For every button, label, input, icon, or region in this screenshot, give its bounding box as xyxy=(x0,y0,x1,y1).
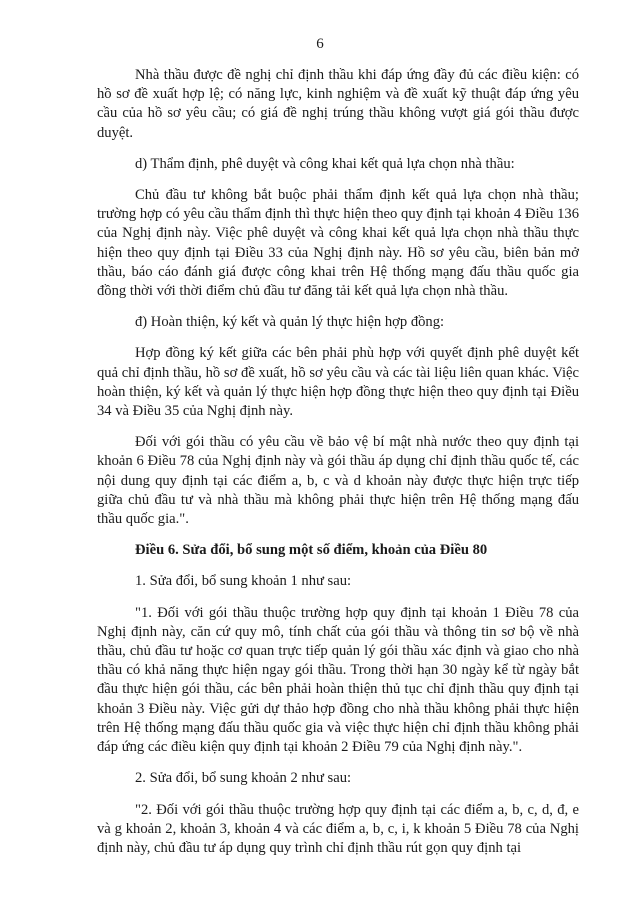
page-number: 6 xyxy=(316,36,324,52)
paragraph: 1. Sửa đổi, bổ sung khoản 1 như sau: xyxy=(135,573,352,590)
paragraph: "1. Đối với gói thầu thuộc trường hợp quy định tại khoản 1 Điều 78 của Nghị định này, căn cứ quy mô, tính chất của gói thầu và thông tin sơ bộ về nhà thầu, chủ đầu tư hoặc cơ quan trực tiếp quản lý gói thầu xác định và giao cho nhà thầu có khả năng thực hiện ngay gói thầu. Trong thời hạn 30 ngày kể từ ngày bắt đầu thực hiện gói thầu, các bên phải hoàn thiện thủ tục chỉ định thầu quy định tại khoản 3 Điều này. Việc gửi dự thảo hợp đồng cho nhà thầu không phải thực hiện trên Hệ thống mạng đấu thầu quốc gia và việc thực hiện chỉ định thầu không phải đáp ứng các điều kiện quy định tại khoản 2 Điều 79 của Nghị định này.". xyxy=(97,604,579,756)
paragraph: Nhà thầu được đề nghị chỉ định thầu khi đáp ứng đầy đủ các điều kiện: có hồ sơ đề xuất hợp lệ; có năng lực, kinh nghiệm và đề xuất kỹ thuật đáp ứng yêu cầu của hồ sơ yêu cầu; có giá đề nghị trúng thầu không vượt giá gói thầu được duyệt. xyxy=(97,67,579,141)
paragraph: đ) Hoàn thiện, ký kết và quản lý thực hiện hợp đồng: xyxy=(135,314,445,331)
paragraph: Đối với gói thầu có yêu cầu về bảo vệ bí mật nhà nước theo quy định tại khoản 6 Điều 78 của Nghị định này và gói thầu áp dụng chỉ định thầu quốc tế, các nội dung quy định tại các điểm a, b, c và d khoản này được thực hiện trực tiếp giữa chủ đầu tư và nhà thầu mà không phải thực hiện trên Hệ thống mạng đấu thầu quốc gia.". xyxy=(97,434,579,528)
article-heading: Điều 6. Sửa đổi, bổ sung một số điểm, khoản của Điều 80 xyxy=(135,542,488,559)
paragraph: Chủ đầu tư không bắt buộc phải thẩm định kết quả lựa chọn nhà thầu; trường hợp có yêu cầu thẩm định thì thực hiện theo quy định tại khoản 4 Điều 136 của Nghị định này. Việc phê duyệt và công khai kết quả lựa chọn nhà thầu thực hiện theo quy định tại Điều 33 của Nghị định này. Hồ sơ yêu cầu, biên bản mở thầu, báo cáo đánh giá được công khai trên Hệ thống mạng đấu thầu quốc gia đồng thời với thời điểm chủ đầu tư đăng tải kết quả lựa chọn nhà thầu. xyxy=(97,187,579,300)
paragraph: "2. Đối với gói thầu thuộc trường hợp quy định tại các điểm a, b, c, d, đ, e và g khoản 2, khoản 3, khoản 4 và các điểm a, b, c, i, k khoản 5 Điều 78 của Nghị định này, chủ đầu tư áp dụng quy trình chỉ định thầu rút gọn quy định tại xyxy=(97,801,579,856)
paragraph: Hợp đồng ký kết giữa các bên phải phù hợp với quyết định phê duyệt kết quả chỉ định thầu, hồ sơ đề xuất, hồ sơ yêu cầu và các tài liệu liên quan khác. Việc hoàn thiện, ký kết và quản lý thực hiện hợp đồng thực hiện theo quy định tại Điều 34 và Điều 35 của Nghị định này. xyxy=(97,345,579,420)
paragraph: 2. Sửa đổi, bổ sung khoản 2 như sau: xyxy=(135,770,352,787)
paragraph: d) Thẩm định, phê duyệt và công khai kết quả lựa chọn nhà thầu: xyxy=(135,155,515,172)
document-body xyxy=(97,66,579,870)
